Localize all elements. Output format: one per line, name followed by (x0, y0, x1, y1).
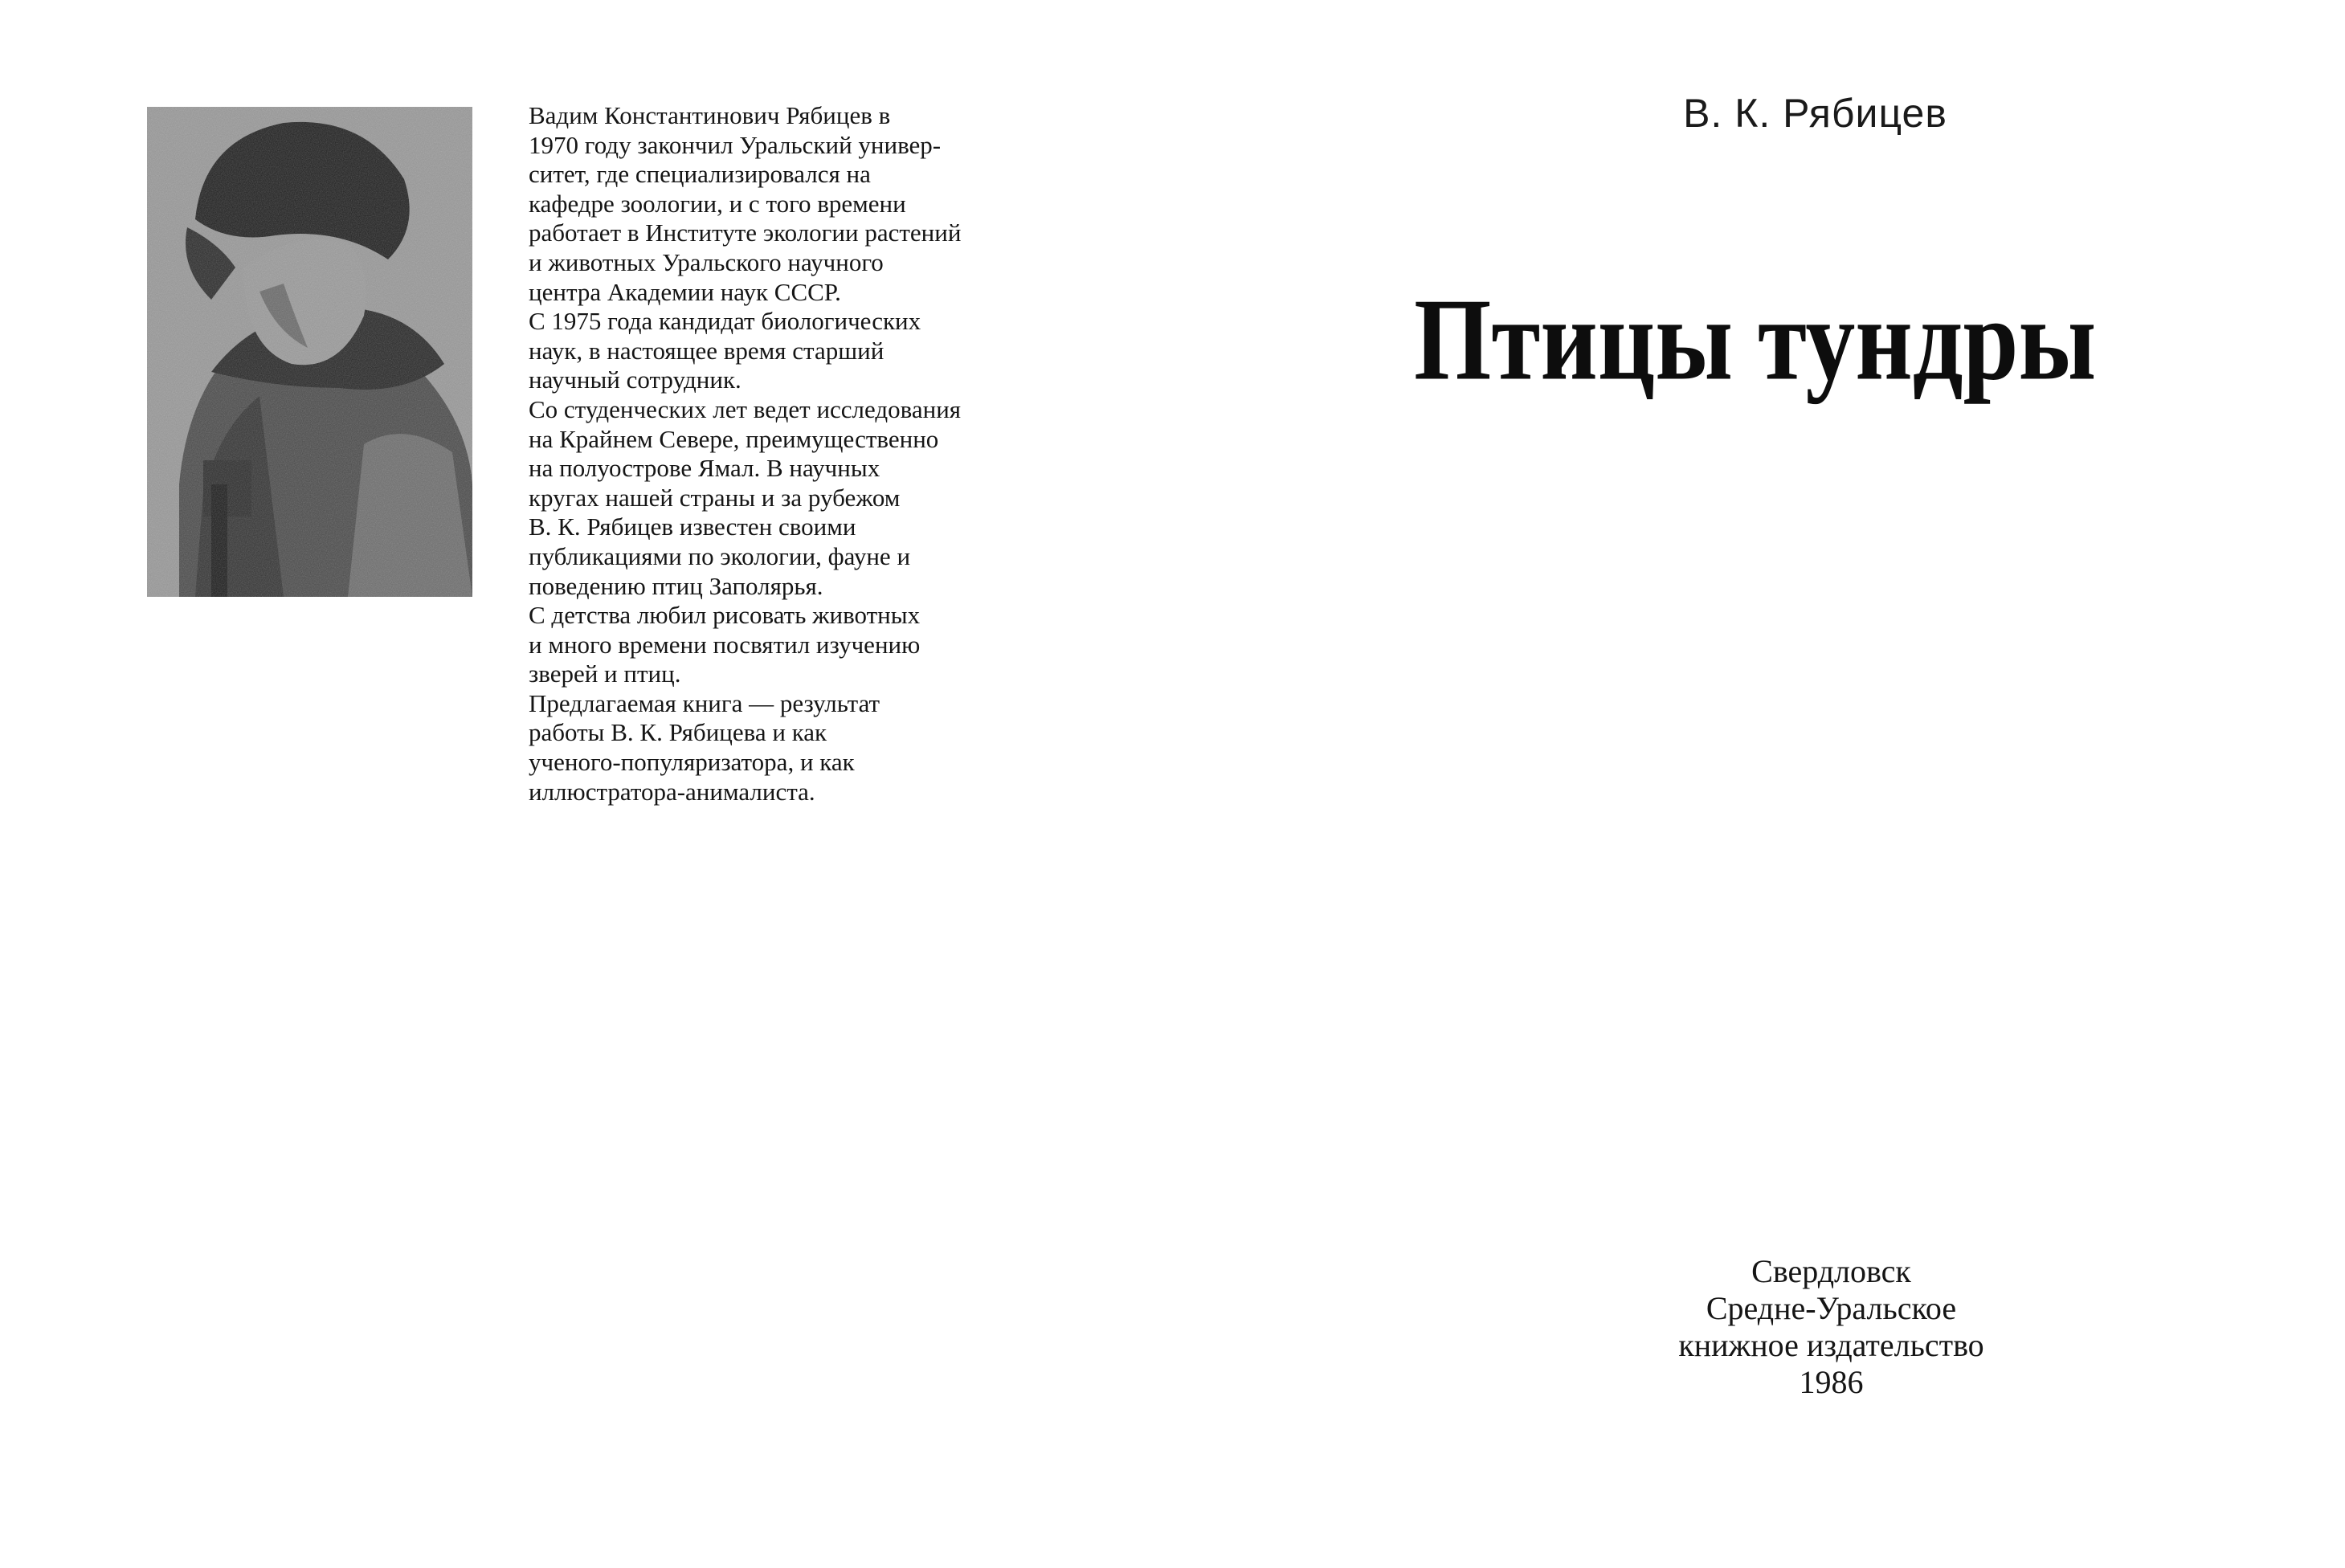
imprint-line: 1986 (1799, 1364, 1864, 1400)
biography-line: Вадим Константинович Рябицев в (529, 101, 891, 129)
author-biography (529, 101, 1107, 806)
biography-line: С 1975 года кандидат биологических (529, 307, 921, 336)
biography-line: работы В. К. Рябицева и как (529, 718, 827, 747)
biography-line: Предлагаемая книга — результат (529, 688, 880, 717)
biography-line: В. К. Рябицев известен своими (529, 512, 856, 541)
biography-line: зверей и птиц. (529, 659, 681, 688)
biography-line: иллюстратора-анималиста. (529, 777, 815, 806)
biography-line: и много времени посвятил изучению (529, 630, 921, 659)
biography-line: работает в Институте экологии растений (529, 218, 962, 247)
biography-line: на Крайнем Севере, преимущественно (529, 424, 939, 453)
biography-line: и животных Уральского научного (529, 247, 884, 276)
biography-line: центра Академии наук СССР. (529, 277, 841, 306)
biography-line: наук, в настоящее время старший (529, 336, 884, 365)
book-title: Птицы тундры (1414, 274, 2097, 405)
biography-line: поведению птиц Заполярья. (529, 571, 823, 600)
biography-line: кругах нашей страны и за рубежом (529, 483, 901, 512)
title-page (1173, 0, 2345, 1568)
biography-line: научный сотрудник. (529, 365, 741, 394)
author-photo (147, 107, 472, 597)
imprint-line: Средне-Уральское (1706, 1290, 1957, 1326)
imprint-line: Свердловск (1751, 1253, 1911, 1289)
book-author: В. К. Рябицев (1683, 91, 1947, 136)
author-portrait-image (147, 107, 472, 597)
biography-line: 1970 году закончил Уральский универ- (529, 130, 942, 159)
biography-line: С детства любил рисовать животных (529, 601, 921, 630)
biography-line: публикациями по экологии, фауне и (529, 541, 911, 570)
imprint-line: книжное издательство (1678, 1327, 1984, 1363)
biography-line: Со студенческих лет ведет исследования (529, 394, 962, 423)
biography-line: ситет, где специализировался на (529, 160, 871, 189)
biography-line: кафедре зоологии, и с того времени (529, 189, 906, 218)
biography-line: ученого-популяризатора, и как (529, 748, 855, 777)
biography-line: на полуострове Ямал. В научных (529, 454, 880, 483)
publisher-imprint (1173, 1253, 2345, 1401)
